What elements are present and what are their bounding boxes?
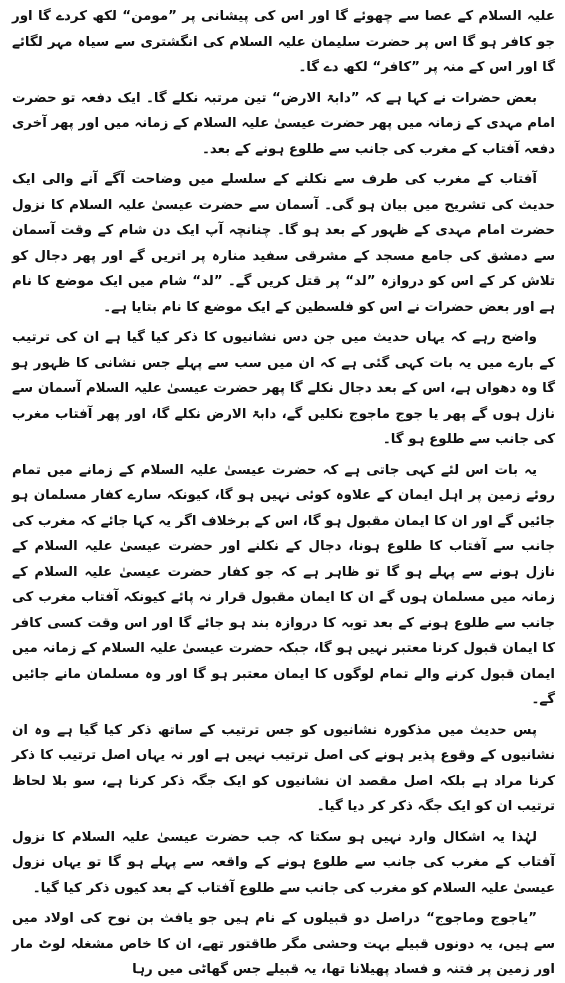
paragraph-6: پس حدیث میں مذکورہ نشانیوں کو جس ترتیب کے ساتھ ذکر کیا گیا ہے وہ ان نشانیوں کے وقوع پذیر ہونے کی اصل ترتیب نہیں ہے اور نہ یہاں اصل ترتیب کا ذکر کرنا مراد ہے بلکہ اصل مقصد ان نشانیوں کو ایک جگہ ذکر کرنا ہے، سو بلا لحاظ ترتیب ان کو ایک جگہ ذکر کر دیا گیا۔ xyxy=(12,722,555,814)
paragraph-5: یہ بات اس لئے کہی جاتی ہے کہ حضرت عیسیٰ علیہ السلام کے زمانے میں تمام روئے زمین پر اہل ایمان کے علاوہ کوئی نہیں ہو گا، کیونکہ سارے کفار مسلمان ہو جائیں گے اور ان کا ایمان مقبول ہو گا، اس کے برخلاف اگر یہ کہا جائے کہ مغرب کی جانب سے آفتاب کا طلوع ہونا، دجال کے نکلنے اور حضرت عیسیٰ علیہ السلام کے نازل ہونے سے پہلے ہو گا تو ظاہر ہے کہ جو کفار حضرت عیسیٰ علیہ السلام کے زمانہ میں مسلمان ہوں گے ان کا ایمان مقبول قرار نہ پائے کیونکہ آفتاب مغرب کی جانب سے طلوع ہونے کے بعد توبہ کا دروازہ بند ہو جائے گا اور اس وقت کسی کافر کا ایمان قبول کرنا معتبر نہیں ہو گا، جبکہ حضرت عیسیٰ علیہ السلام کے زمانہ میں ایمان قبول کرنے والے تمام لوگوں کا ایمان معتبر ہو گا اور وہ مسلمان مانے جائیں گے۔ xyxy=(12,462,555,707)
paragraph-4: واضح رہے کہ یہاں حدیث میں جن دس نشانیوں کا ذکر کیا گیا ہے ان کی ترتیب کے بارے میں یہ بات کہی گئی ہے کہ ان میں سب سے پہلے جس نشانی کا ظہور ہو گا وہ دھواں ہے، اس کے بعد دجال نکلے گا پھر حضرت عیسیٰ علیہ السلام آسمان سے نازل ہوں گے پھر یا جوج ماجوج نکلیں گے، دابۃ الارض نکلے گا، اور پھر آفتاب مغرب کی جانب سے طلوع ہو گا۔ xyxy=(12,330,555,447)
paragraph-8: ”یاجوج وماجوج“ دراصل دو قبیلوں کے نام ہیں جو یافث بن نوح کی اولاد میں سے ہیں، یہ دونوں قبیلے بہت وحشی مگر طاقتور تھے، ان کا خاص مشغلہ لوٹ مار اور زمین پر فتنہ و فساد پھیلانا تھا، یہ قبیلے جس گھاٹی میں رہا xyxy=(12,911,555,977)
paragraph-2: بعض حضرات نے کہا ہے کہ ”دابۃ الارض“ تین مرتبہ نکلے گا۔ ایک دفعہ تو حضرت امام مہدی کے زمانہ میں پھر حضرت عیسیٰ علیہ السلام کے زمانہ میں اور پھر آخری دفعہ آفتاب کے مغرب کی جانب سے طلوع ہونے کے بعد۔ xyxy=(12,90,555,157)
paragraph-7: لہٰذا یہ اشکال وارد نہیں ہو سکتا کہ جب حضرت عیسیٰ علیہ السلام کا نزول آفتاب کے مغرب کی جانب سے طلوع ہونے کے واقعہ سے پہلے ہو گا تو یہاں نزول عیسیٰ علیہ السلام کو مغرب کی جانب سے طلوع آفتاب کے بعد کیوں ذکر کیا گیا۔ xyxy=(12,829,555,896)
paragraph-1: علیہ السلام کے عصا سے چھوئے گا اور اس کی پیشانی پر ”مومن“ لکھ کردے گا اور جو کافر ہو گا اس پر حضرت سلیمان علیہ السلام کی انگشتری سے سیاہ مہر لگائے گا اور اس کے منہ پر ”کافر“ لکھ دے گا۔ xyxy=(12,9,555,75)
paragraph-3: آفتاب کے مغرب کی طرف سے نکلنے کے سلسلے میں وضاحت آگے آنے والی ایک حدیث کی تشریح میں بیان ہو گی۔ آسمان سے حضرت عیسیٰ علیہ السلام کا نزول حضرت امام مہدی کے ظہور کے بعد ہو گا۔ چنانچہ آپ ایک دن شام کے وقت آسمان سے دمشق کی جامع مسجد کے مشرقی سفید منارہ پر اتریں گے اور پھر دجال کو تلاش کر کے اس کو دروازہ ”لد“ پر قتل کریں گے۔ ”لد“ شام میں ایک موضع کا نام ہے اور بعض حضرات نے اس کو فلسطین کے ایک موضع کا نام بتایا ہے۔ xyxy=(12,172,555,315)
